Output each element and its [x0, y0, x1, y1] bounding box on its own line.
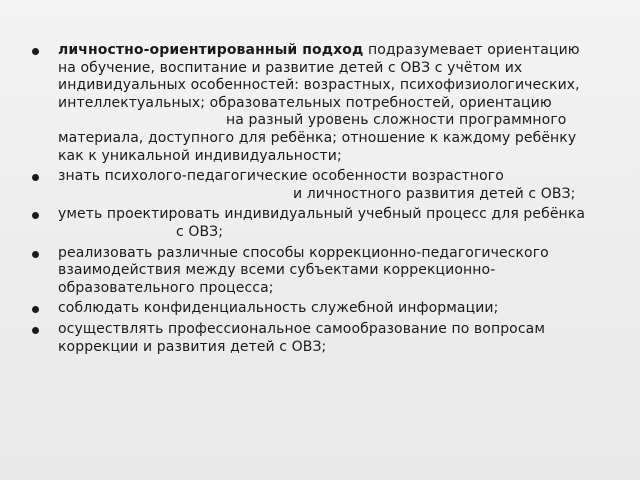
- bullet-dot-icon: [32, 174, 39, 181]
- bullet-item: [32, 245, 592, 298]
- bullet-bold-term: личностно-ориентированный подход: [58, 42, 364, 58]
- bullet-dot-icon: [32, 251, 39, 258]
- bullet-list: [32, 42, 592, 359]
- bullet-item: [32, 300, 592, 318]
- bullet-dot-icon: [32, 306, 39, 313]
- bullet-text: реализовать различные способы коррекционно-педагогического взаимодействия между всеми субъектами коррекционно-образовательного процесса;: [58, 244, 549, 296]
- bullet-item: [32, 206, 592, 241]
- bullet-text-continued: на разный уровень сложности программного материала, доступного для ребёнка; отношение к каждому ребёнку как к уникальной индивидуальности;: [58, 112, 577, 164]
- bullet-dot-icon: [32, 48, 39, 55]
- bullet-text-continued: с ОВЗ;: [176, 223, 224, 240]
- bullet-item: [32, 168, 592, 203]
- bullet-text: осуществлять профессиональное самообразование по вопросам коррекции и развития детей с ОВЗ;: [58, 320, 545, 355]
- bullet-text-continued: и личностного развития детей с ОВЗ;: [293, 185, 576, 202]
- bullet-text: подразумевает ориентацию на обучение, воспитание и развитие детей с ОВЗ с учётом их индивидуальных особенностей: возрастных, психофизиологических, интеллектуальных; образовательных потребностей, ориентацию: [58, 42, 580, 111]
- bullet-text: уметь проектировать индивидуальный учебный процесс для ребёнка: [58, 206, 586, 223]
- bullet-dot-icon: [32, 212, 39, 219]
- bullet-item: [32, 42, 592, 165]
- bullet-text: соблюдать конфиденциальность служебной информации;: [58, 300, 499, 317]
- bullet-dot-icon: [32, 327, 39, 334]
- bullet-item: [32, 321, 592, 356]
- bullet-text: знать психолого-педагогические особенности возрастного: [58, 168, 504, 185]
